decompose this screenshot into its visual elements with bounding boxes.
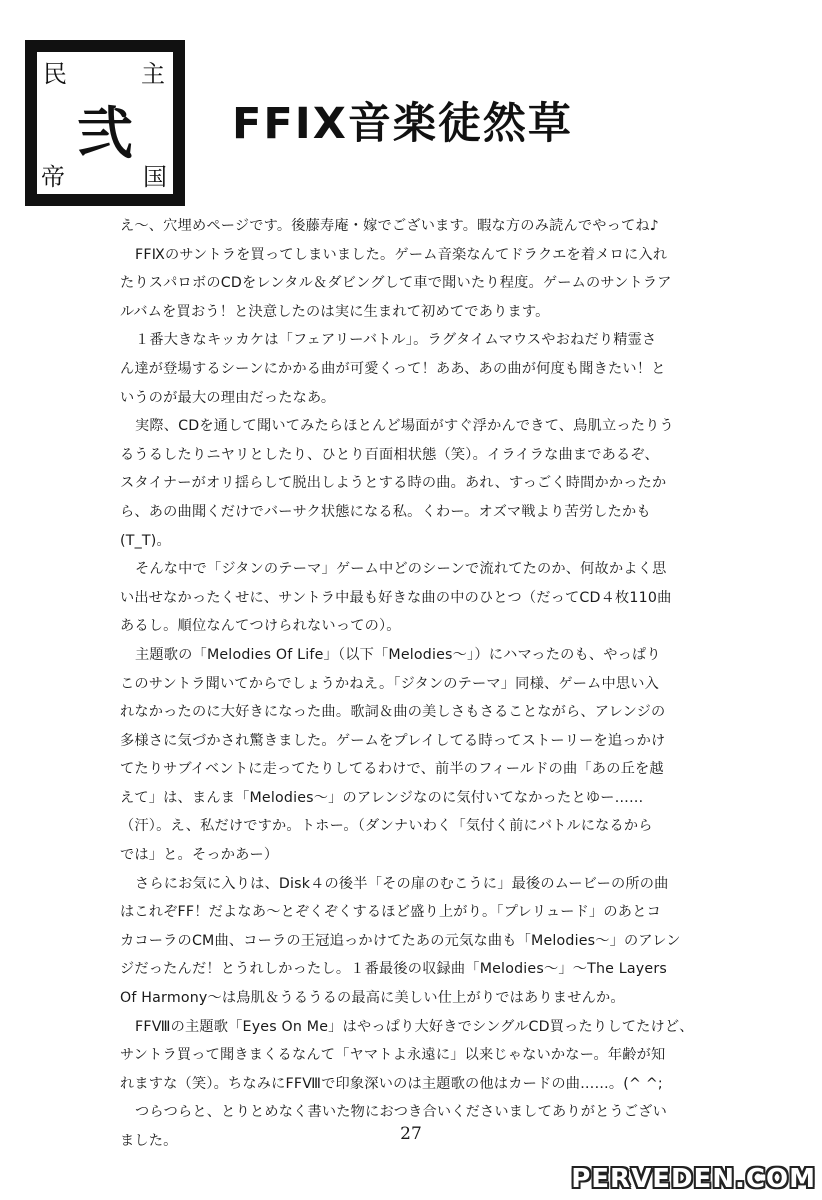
- text-line: （汗）。え、私だけですか。トホー。（ダンナいわく「気付く前にバトルになるから: [120, 818, 653, 835]
- text-line: い出せなかったくせに、サントラ中最も好きな曲の中のひとつ（だってCD４枚110曲: [120, 589, 672, 606]
- text-line: スタイナーがオリ揺らして脱出しようとする時の曲。あれ、すっごく時間かかったか: [120, 475, 667, 492]
- text-line: １番大きなキッカケは「フェアリーバトル」。ラグタイムマウスやおねだり精霊さ: [135, 332, 657, 349]
- text-line: そんな中で「ジタンのテーマ」ゲーム中どのシーンで流れてたのか、何故かよく思: [135, 561, 667, 578]
- text-line: 主題歌の「Melodies Of Life」（以下「Melodies～」）にハマったのも、やっぱり: [135, 646, 661, 663]
- site-watermark: PERVEDEN.COM: [571, 1164, 816, 1194]
- text-line: サントラ買って聞きまくるなんて「ヤマトよ永遠に」以来じゃないかなー。年齢が知: [120, 1047, 666, 1064]
- text-line: FFⅧの主題歌「Eyes On Me」はやっぱり大好きでシングルCD買ったりしてたけど、: [135, 1018, 694, 1035]
- text-line: 実際、CDを通して聞いてみたらほとんど場面がすぐ浮かんできて、鳥肌立ったりう: [135, 418, 674, 435]
- logo-char-bottom-left: 帝: [41, 163, 65, 191]
- text-line: いうのが最大の理由だったなあ。: [120, 389, 336, 406]
- circle-logo: [25, 40, 185, 206]
- page-number: 27: [400, 1124, 422, 1144]
- text-line: カコーラのCM曲、コーラの王冠追っかけてたあの元気な曲も「Melodies～」のアレン: [120, 932, 681, 949]
- text-line: えて」は、まんま「Melodies～」のアレンジなのに気付いてなかったとゆー……: [120, 789, 644, 806]
- text-line: Of Harmony～は鳥肌＆うるうるの最高に美しい仕上がりではありませんか。: [120, 990, 625, 1007]
- article-body: [120, 212, 760, 1156]
- text-line: このサントラ聞いてからでしょうかねえ。「ジタンのテーマ」同様、ゲーム中思い入: [120, 675, 660, 692]
- text-line: るうるしたりニヤリとしたり、ひとり百面相状態（笑）。イライラな曲まであるぞ、: [120, 446, 659, 463]
- text-line: (T_T)。: [120, 532, 171, 549]
- text-line: ジだったんだ！とうれしかったし。１番最後の収録曲「Melodies～」～The Layers: [120, 961, 667, 978]
- text-line: あるし。順位なんてつけられないっての）。: [120, 618, 401, 635]
- logo-char-top-right: 主: [141, 60, 165, 88]
- text-line: れますな（笑）。ちなみにFFⅧで印象深いのは主題歌の他はカードの曲……。(^ ^;: [120, 1075, 663, 1092]
- text-line: え～、穴埋めページです。後藤寿庵・嫁でございます。暇な方のみ読んでやってね♪: [120, 218, 660, 234]
- text-line: さらにお気に入りは、Disk４の後半「その扉のむこうに」最後のムービーの所の曲: [135, 875, 669, 892]
- text-line: では」と。そっかあー）: [120, 847, 279, 864]
- text-line: ん達が登場するシーンにかかる曲が可愛くって！ああ、あの曲が何度も聞きたい！と: [120, 360, 666, 377]
- text-line: ら、あの曲聞くだけでバーサク状態になる私。くわー。オズマ戦より苦労したかも: [120, 503, 651, 520]
- page-title: FFIX音楽徒然草: [232, 99, 573, 149]
- logo-char-bottom-right: 国: [143, 163, 167, 191]
- text-line: ました。: [120, 1133, 178, 1149]
- text-line: たりスパロボのCDをレンタル＆ダビングして車で聞いたり程度。ゲームのサントラア: [120, 275, 672, 292]
- text-line: つらつらと、とりとめなく書いた物におつき合いくださいましてありがとうござい: [135, 1104, 668, 1121]
- text-line: てたりサブイベントに走ってたりしてるわけで、前半のフィールドの曲「あの丘を越: [120, 761, 664, 778]
- text-line: ルバムを買おう！と決意したのは実に生まれて初めてであります。: [120, 303, 550, 320]
- logo-frame: [34, 49, 176, 197]
- text-line: れなかったのに大好きになった曲。歌詞＆曲の美しさもさることながら、アレンジの: [120, 704, 666, 721]
- text-line: FFⅨのサントラを買ってしまいました。ゲーム音楽なんてドラクエを着メロに入れ: [135, 246, 668, 263]
- logo-char-center: 弐: [77, 102, 133, 167]
- text-line: はこれぞFF！だよなあ～とぞくぞくするほど盛り上がり。「プレリュード」のあとコ: [120, 904, 661, 921]
- logo-char-top-left: 民: [43, 60, 67, 88]
- text-line: 多様さに気づかされ驚きました。ゲームをプレイしてる時ってストーリーを追っかけ: [120, 732, 666, 749]
